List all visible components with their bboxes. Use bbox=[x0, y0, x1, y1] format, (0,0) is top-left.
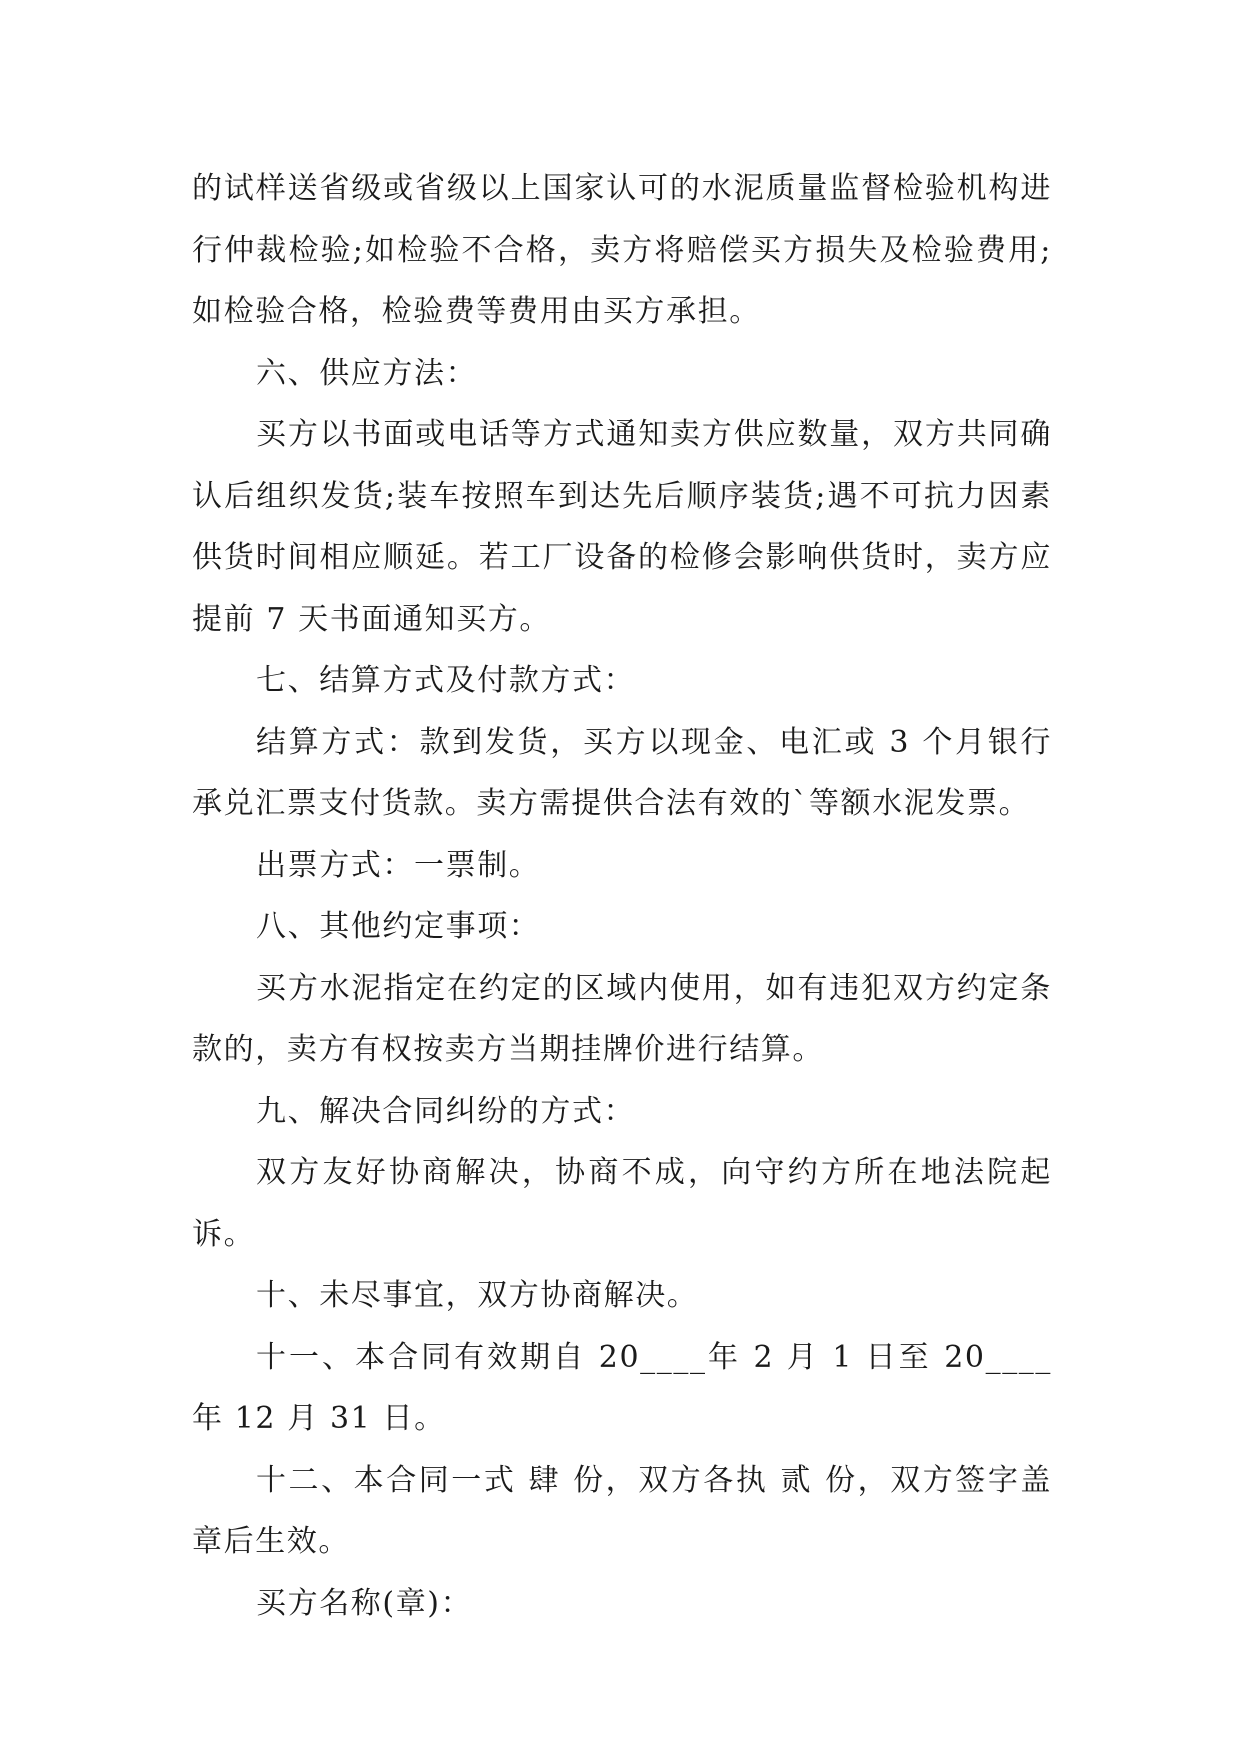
paragraph-supply-method: 买方以书面或电话等方式通知卖方供应数量，双方共同确认后组织发货;装车按照车到达先后顺序装货;遇不可抗力因素供货时间相应顺延。若工厂设备的检修会影响供货时，卖方应提前 7 天书面通知买方。 bbox=[192, 417, 1052, 637]
paragraph-settlement: 结算方式：款到发货，买方以现金、电汇或 3 个月银行承兑汇票支付货款。卖方需提供合法有效的`等额水泥发票。 bbox=[192, 724, 1052, 821]
paragraph-dispute-resolution: 双方友好协商解决，协商不成，向守约方所在地法院起诉。 bbox=[192, 1155, 1052, 1252]
paragraph-copies: 十二、本合同一式 肆 份，双方各执 贰 份，双方签字盖章后生效。 bbox=[192, 1462, 1052, 1559]
buyer-name-seal: 买方名称(章)： bbox=[256, 1585, 473, 1621]
paragraph-validity-period: 十一、本合同有效期自 20____年 2 月 1 日至 20____年 12 月 31 日。 bbox=[192, 1339, 1052, 1436]
paragraph-unresolved-matters: 十、未尽事宜，双方协商解决。 bbox=[256, 1278, 699, 1313]
paragraph-invoice-method: 出票方式：一票制。 bbox=[256, 847, 541, 883]
paragraph-other-terms: 买方水泥指定在约定的区域内使用，如有违犯双方约定条款的，卖方有权按卖方当期挂牌价进行结算。 bbox=[192, 970, 1052, 1067]
heading-dispute-resolution: 九、解决合同纠纷的方式： bbox=[256, 1093, 636, 1129]
heading-other-terms: 八、其他约定事项： bbox=[256, 909, 541, 944]
heading-supply-method: 六、供应方法： bbox=[256, 355, 478, 391]
document-body bbox=[192, 158, 1052, 1634]
paragraph-inspection-clause: 的试样送省级或省级以上国家认可的水泥质量监督检验机构进行仲裁检验;如检验不合格，卖方将赔偿买方损失及检验费用;如检验合格，检验费等费用由买方承担。 bbox=[192, 171, 1052, 329]
heading-settlement: 七、结算方式及付款方式： bbox=[256, 663, 636, 698]
